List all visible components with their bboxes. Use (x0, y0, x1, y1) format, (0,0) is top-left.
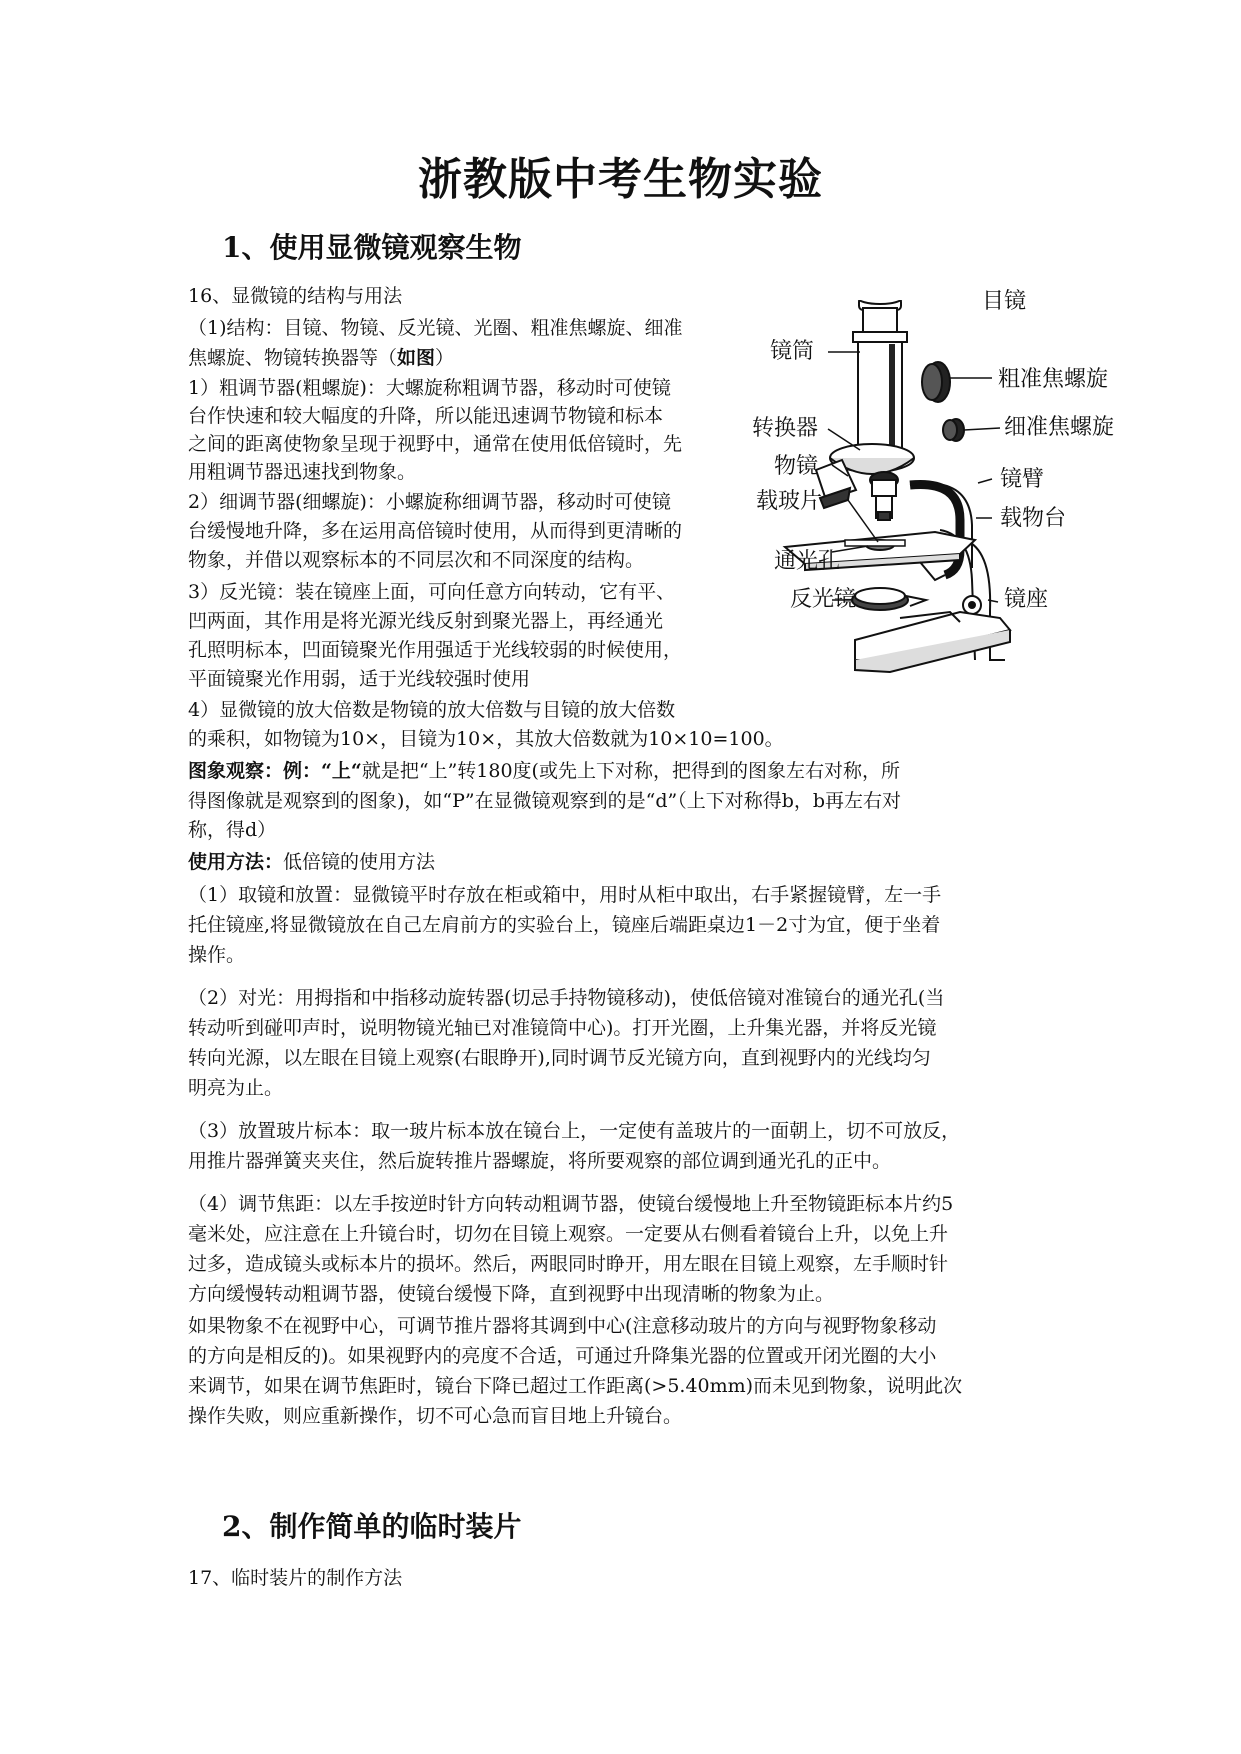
note-line-4: 操作失败，则应重新操作，切不可心急而盲目地上升镜台。 (188, 1405, 683, 1427)
coarse-adjust-line-3: 之间的距离使物象呈现于视野中，通常在使用低倍镜时，先 (188, 433, 683, 455)
item-16-heading: 16、显微镜的结构与用法 (188, 285, 403, 307)
coarse-adjust-line-1: 1）粗调节器(粗螺旋)：大螺旋称粗调节器，移动时可使镜 (188, 377, 671, 399)
label-tube: 镜筒 (770, 339, 815, 364)
fine-adjust-line-2: 台缓慢地升降，多在运用高倍镜时使用，从而得到更清晰的 (188, 520, 683, 542)
structure-line-2: 焦螺旋、物镜转换器等（如图） (188, 347, 455, 369)
label-stage: 载物台 (1000, 506, 1067, 531)
image-observation-line-1: 图象观察：例：“上“就是把“上”转180度(或先上下对称，把得到的图象左右对称，所 (188, 760, 900, 782)
coarse-adjust-line-2: 台作快速和较大幅度的升降，所以能迅速调节物镜和标本 (188, 405, 664, 427)
note-line-1: 如果物象不在视野中心，可调节推片器将其调到中心(注意移动玻片的方向与视野物象移动 (188, 1315, 937, 1337)
item-17-heading: 17、临时装片的制作方法 (188, 1567, 403, 1589)
step-1-line-3: 操作。 (188, 944, 246, 966)
leader-fine (964, 428, 1000, 430)
step-2-line-1: （2）对光：用拇指和中指移动旋转器(切忌手持物镜移动)，使低倍镜对准镜台的通光孔(当 (188, 987, 945, 1009)
step-3-line-1: （3）放置玻片标本：取一玻片标本放在镜台上，一定使有盖玻片的一面朝上，切不可放反， (188, 1120, 961, 1142)
section-heading-1: 1、使用显微镜观察生物 (222, 231, 522, 264)
image-observation-line-2: 得图像就是观察到的图象)，如“P”在显微镜观察到的是“d”（上下对称得b，b再左右对 (188, 790, 902, 812)
step-2-line-3: 转向光源，以左眼在目镜上观察(右眼睁开),同时调节反光镜方向，直到视野内的光线均匀 (188, 1047, 931, 1069)
step-2-line-4: 明亮为止。 (188, 1077, 284, 1099)
usage-line: 使用方法：低倍镜的使用方法 (188, 851, 436, 873)
slide-glass (845, 540, 905, 546)
note-line-3: 来调节，如果在调节焦距时，镜台下降已超过工作距离(>5.40mm)而未见到物象，说明此次 (188, 1375, 963, 1397)
label-base: 镜座 (1004, 587, 1049, 612)
step-2-line-2: 转动听到碰叩声时，说明物镜光轴已对准镜筒中心)。打开光圈，上升集光器，并将反光镜 (188, 1017, 937, 1039)
mirror-line-3: 孔照明标本，凹面镜聚光作用强适于光线较弱的时候使用， (188, 639, 683, 661)
mirror-line-2: 凹两面，其作用是将光源光线反射到聚光器上，再经通光 (188, 610, 664, 632)
label-aperture: 通光孔 (774, 549, 841, 574)
note-line-2: 的方向是相反的)。如果视野内的亮度不合适，可通过升降集光器的位置或开闭光圈的大小 (188, 1345, 937, 1367)
mirror-line-1: 3）反光镜：装在镜座上面，可向任意方向转动，它有平、 (188, 581, 676, 603)
label-fine-focus: 细准焦螺旋 (1004, 415, 1115, 440)
structure-line-1: （1)结构：目镜、物镜、反光镜、光圈、粗准焦螺旋、细准 (188, 317, 683, 339)
label-eyepiece: 目镜 (982, 289, 1027, 314)
leader-arm (978, 479, 992, 483)
mirror-line-4: 平面镜聚光作用弱，适于光线较强时使用 (188, 668, 531, 690)
eyepiece-body (863, 308, 897, 334)
coarse-adjust-line-4: 用粗调节器迅速找到物象。 (188, 461, 417, 483)
microscope-drawing (760, 300, 1220, 730)
document-title: 浙教版中考生物实验 (418, 154, 823, 205)
magnification-line-1: 4）显微镜的放大倍数是物镜的放大倍数与目镜的放大倍数 (188, 699, 676, 721)
step-4-line-3: 过多，造成镜头或标本片的损坏。然后，两眼同时睁开，用左眼在目镜上观察，左手顺时针 (188, 1253, 949, 1275)
label-objective: 物镜 (774, 454, 819, 479)
step-3-line-2: 用推片器弹簧夹夹住，然后旋转推片器螺旋，将所要观察的部位调到通光孔的正中。 (188, 1150, 892, 1172)
label-slide: 载玻片 (756, 489, 823, 514)
image-observation-label: 图象观察：例：“上“ (188, 760, 362, 782)
section-heading-2: 2、制作简单的临时装片 (222, 1510, 522, 1543)
label-converter: 转换器 (752, 416, 819, 441)
leader-slide (848, 500, 878, 542)
fine-adjust-line-1: 2）细调节器(细螺旋)：小螺旋称细调节器，移动时可使镜 (188, 491, 671, 513)
step-1-line-2: 托住镜座,将显微镜放在自己左肩前方的实验台上，镜座后端距桌边1－2寸为宜，便于坐着 (188, 914, 941, 936)
step-4-line-2: 毫米处，应注意在上升镜台时，切勿在目镜上观察。一定要从右侧看着镜台上升，以免上升 (188, 1223, 949, 1245)
step-4-line-1: （4）调节焦距：以左手按逆时针方向转动粗调节器，使镜台缓慢地上升至物镜距标本片约5 (188, 1193, 954, 1215)
fine-adjust-line-3: 物象，并借以观察标本的不同层次和不同深度的结构。 (188, 549, 645, 571)
step-1-line-1: （1）取镜和放置：显微镜平时存放在柜或箱中，用时从柜中取出，右手紧握镜臂，左一手 (188, 884, 942, 906)
label-arm: 镜臂 (1000, 467, 1045, 492)
usage-label: 使用方法： (188, 851, 284, 873)
step-4-line-4: 方向缓慢转动粗调节器，使镜台缓慢下降，直到视野中出现清晰的物象为止。 (188, 1283, 835, 1305)
label-mirror: 反光镜 (790, 587, 857, 612)
label-coarse-focus: 粗准焦螺旋 (998, 367, 1109, 392)
image-observation-line-3: 称，得d） (188, 819, 277, 841)
magnification-line-2: 的乘积，如物镜为10×，目镜为10×，其放大倍数就为10×10=100。 (188, 728, 784, 750)
microscope-diagram (752, 289, 1220, 730)
